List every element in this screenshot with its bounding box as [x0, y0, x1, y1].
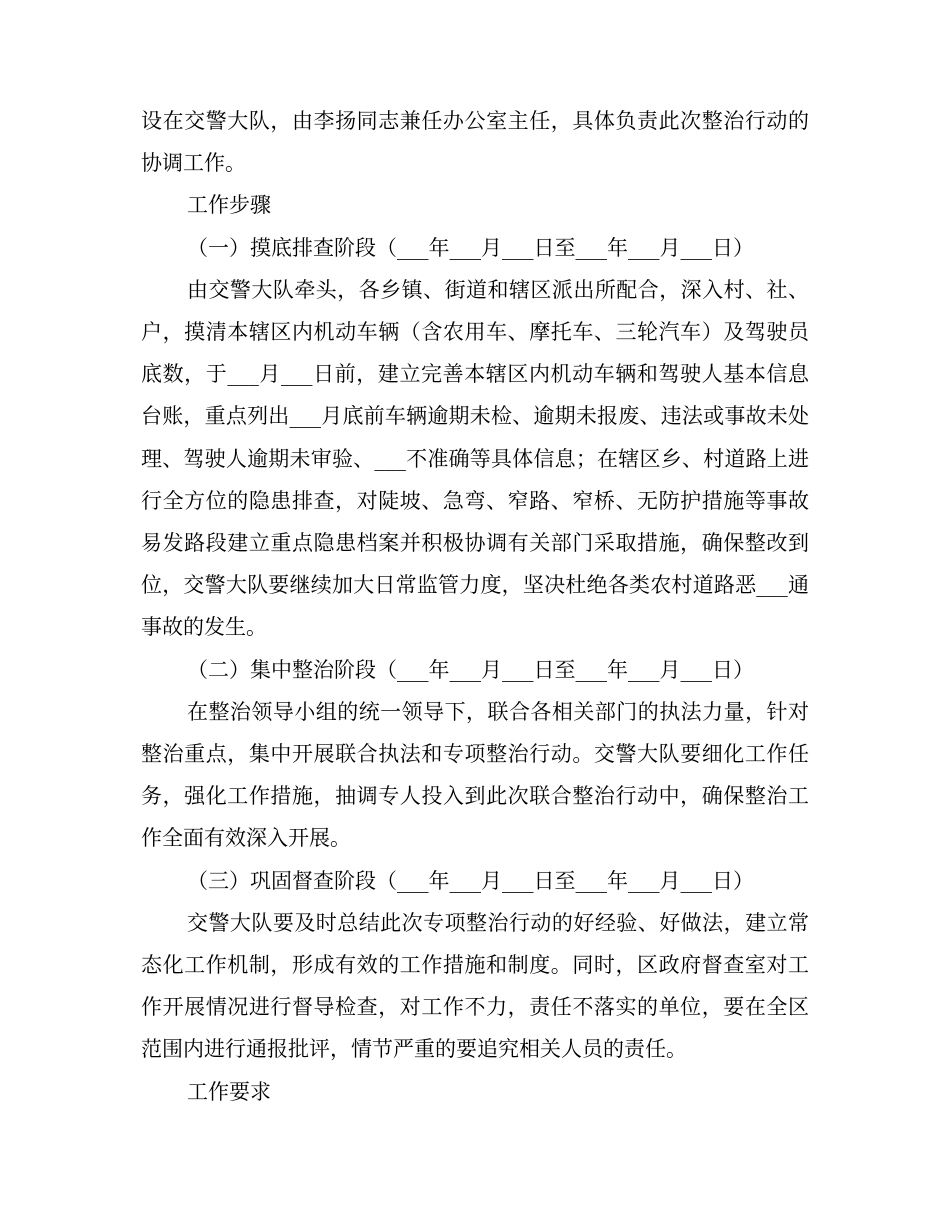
- paragraph-investigation: 由交警大队牵头，各乡镇、街道和辖区派出所配合，深入村、社、户，摸清本辖区内机动车辆（含农用车、摩托车、三轮汽车）及驾驶员底数，于___月___日前，建立完善本辖区内机动车辆和驾驶人基本信息台账，重点列出___月底前车辆逾期未检、逾期未报废、违法或事故未处理、驾驶人逾期未审验、___不准确等具体信息；在辖区乡、村道路上进行全方位的隐患排查，对陡坡、急弯、窄路、窄桥、无防护措施等事故易发路段建立重点隐患档案并积极协调有关部门采取措施，确保整改到位，交警大队要继续加大日常监管力度，坚决杜绝各类农村道路恶___通事故的发生。: [141, 277, 809, 640]
- paragraph-office-coordination: 设在交警大队，由李扬同志兼任办公室主任，具体负责此次整治行动的协调工作。: [141, 109, 809, 176]
- paragraph-supervision: 交警大队要及时总结此次专项整治行动的好经验、好做法，建立常态化工作机制，形成有效的工作措施和制度。同时，区政府督查室对工作开展情况进行督导检查，对工作不力，责任不落实的单位，要在全区范围内进行通报批评，情节严重的要追究相关人员的责任。: [141, 910, 809, 1062]
- paragraph-rectification: 在整治领导小组的统一领导下，联合各相关部门的执法力量，针对整治重点，集中开展联合执法和专项整治行动。交警大队要细化工作任务，强化工作措施，抽调专人投入到此次联合整治行动中，确保整治工作全面有效深入开展。: [141, 699, 809, 851]
- stage-heading-supervision: （三）巩固督查阶段（___年___月___日至___年___月___日）: [187, 868, 754, 893]
- heading-work-steps: 工作步骤: [187, 193, 271, 218]
- heading-work-requirements: 工作要求: [187, 1079, 271, 1104]
- document-body: [141, 100, 809, 1113]
- stage-heading-rectification: （二）集中整治阶段（___年___月___日至___年___月___日）: [187, 657, 754, 682]
- stage-heading-investigation: （一）摸底排查阶段（___年___月___日至___年___月___日）: [187, 235, 754, 260]
